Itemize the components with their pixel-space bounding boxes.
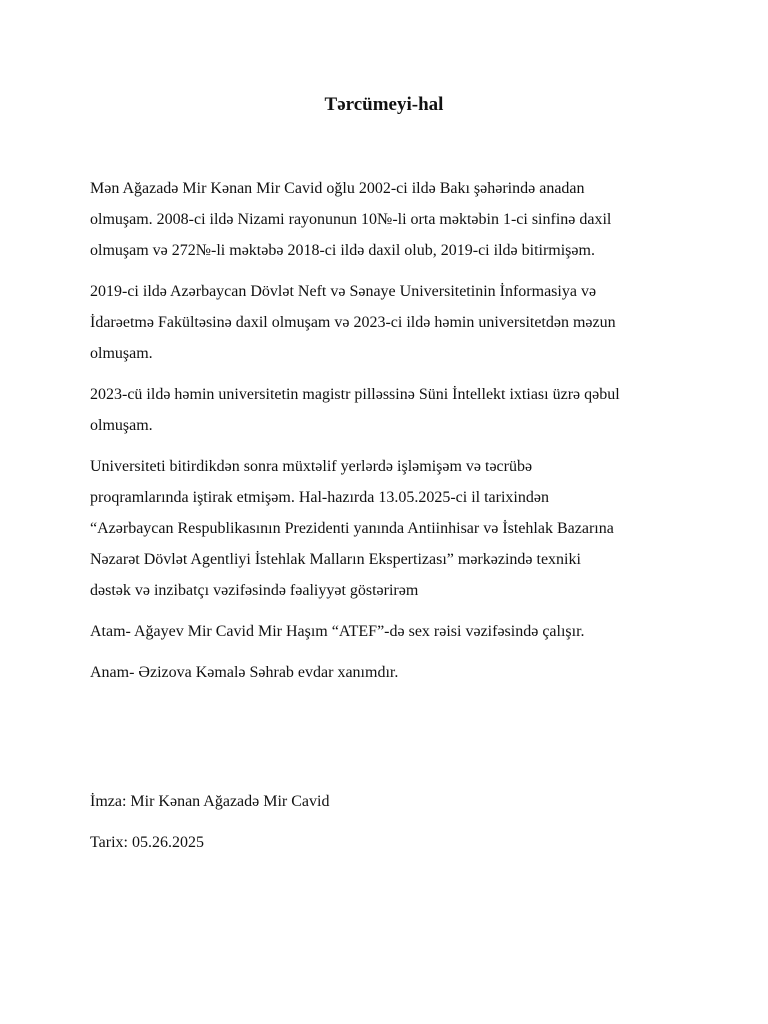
paragraph-line: 2023-cü ildə həmin universitetin magistr pilləssinə Süni İntellekt ixtiası üzrə qəbul (90, 386, 620, 403)
paragraph-line: Universiteti bitirdikdən sonra müxtəlif yerlərdə işləmişəm və təcrübə (90, 458, 533, 475)
paragraph-masters (90, 379, 690, 441)
paragraph-line: olmuşam. (90, 345, 153, 362)
document-body (90, 173, 690, 698)
paragraph-work (90, 451, 690, 606)
paragraph-father (90, 616, 690, 647)
paragraph-university (90, 276, 690, 369)
paragraph-line: olmuşam. 2008-ci ildə Nizami rayonunun 10№-li orta məktəbin 1-ci sinfinə daxil (90, 211, 612, 228)
paragraph-line: Nəzarət Dövlət Agentliyi İstehlak Malların Ekspertizası” mərkəzində texniki (90, 551, 581, 568)
paragraph-line: olmuşam və 272№-li məktəbə 2018-ci ildə daxil olub, 2019-ci ildə bitirmişəm. (90, 242, 595, 259)
paragraph-line: Mən Ağazadə Mir Kənan Mir Cavid oğlu 2002-ci ildə Bakı şəhərində anadan (90, 180, 585, 197)
paragraph-line: Anam- Əzizova Kəmalə Səhrab evdar xanımdır. (90, 664, 399, 681)
paragraph-line: Atam- Ağayev Mir Cavid Mir Haşım “ATEF”-də sex rəisi vəzifəsində çalışır. (90, 623, 585, 640)
paragraph-birth-education (90, 173, 690, 266)
paragraph-line: dəstək və inzibatçı vəzifəsində fəaliyyət göstərirəm (90, 582, 419, 599)
signature-line: İmza: Mir Kənan Ağazadə Mir Cavid (90, 793, 330, 810)
paragraph-mother (90, 657, 690, 688)
paragraph-line: “Azərbaycan Respublikasının Prezidenti yanında Antiinhisar və İstehlak Bazarına (90, 520, 614, 537)
date-line: Tarix: 05.26.2025 (90, 834, 204, 851)
paragraph-line: İdarəetmə Fakültəsinə daxil olmuşam və 2023-ci ildə həmin universitetdən məzun (90, 314, 616, 331)
paragraph-line: proqramlarında iştirak etmişəm. Hal-hazırda 13.05.2025-ci il tarixindən (90, 489, 549, 506)
paragraph-line: olmuşam. (90, 417, 153, 434)
paragraph-line: 2019-ci ildə Azərbaycan Dövlət Neft və Sənaye Universitetinin İnformasiya və (90, 283, 597, 300)
document-title: Tərcümeyi-hal (324, 94, 444, 115)
